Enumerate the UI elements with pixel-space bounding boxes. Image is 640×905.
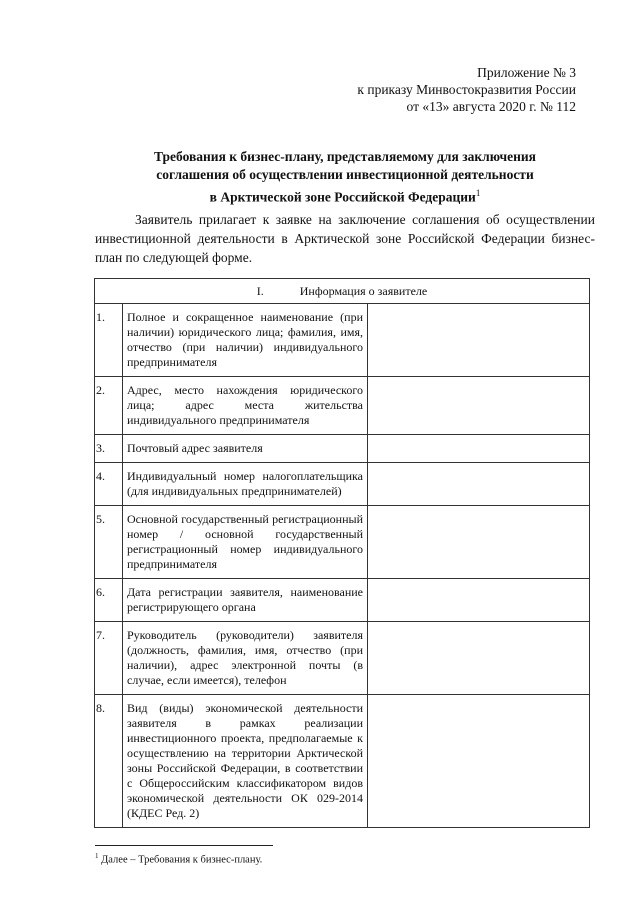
row-value-field[interactable] [368,304,590,377]
row-description: Почтовый адрес заявителя [123,435,368,463]
row-description: Вид (виды) экономической деятельности заявителя в рамках реализации инвестиционного проекта, предполагаемые к осуществлению на территории Арктической зоны Российской Федерации, в соответствии с Общероссийским классификатором видов экономической деятельности ОК 029-2014 (КДЕС Ред. 2) [123,695,368,828]
table-row [95,579,590,622]
table-row [95,377,590,435]
intro-paragraph: Заявитель прилагает к заявке на заключение соглашения об осуществлении инвестиционной деятельности в Арктической зоне Российской Федерации бизнес-план по следующей форме. [95,212,595,265]
row-number: 6. [95,579,123,622]
footnote-mark: 1 [95,852,99,860]
row-value-field[interactable] [368,463,590,506]
row-description: Полное и сокращенное наименование (при наличии) юридического лица; фамилия, имя, отчество (при наличии) индивидуального предпринимателя [123,304,368,377]
appendix-header [357,64,576,115]
row-number: 5. [95,506,123,579]
footnote-separator [95,845,273,846]
row-value-field[interactable] [368,695,590,828]
row-description: Основной государственный регистрационный номер / основной государственный регистрационный номер индивидуального предпринимателя [123,506,368,579]
section-number: I. [256,284,264,298]
table-row [95,463,590,506]
title-line-3 [95,184,595,207]
table-row [95,304,590,377]
row-number: 7. [95,622,123,695]
row-number: 3. [95,435,123,463]
row-value-field[interactable] [368,622,590,695]
table-row [95,622,590,695]
row-description: Руководитель (руководители) заявителя (должность, фамилия, имя, отчество (при наличии), адрес электронной почты (в случае, если имеется), телефон [123,622,368,695]
row-value-field[interactable] [368,435,590,463]
table-row [95,435,590,463]
section-title: Информация о заявителе [299,284,428,298]
row-number: 2. [95,377,123,435]
title-footnote-mark: 1 [475,188,481,198]
table-row [95,506,590,579]
row-value-field[interactable] [368,506,590,579]
row-number: 8. [95,695,123,828]
row-description: Адрес, место нахождения юридического лица; адрес места жительства индивидуального предпринимателя [123,377,368,435]
section-header-row [95,279,590,304]
row-description: Индивидуальный номер налогоплательщика (для индивидуальных предпринимателей) [123,463,368,506]
row-value-field[interactable] [368,377,590,435]
title-line-2: соглашения об осуществлении инвестиционной деятельности [156,167,534,182]
footnote-text: Далее – Требования к бизнес-плану. [98,854,263,866]
appendix-line-3: от «13» августа 2020 г. № 112 [406,99,576,114]
applicant-info-table [94,278,590,828]
row-number: 1. [95,304,123,377]
title-line-3-text: в Арктической зоне Российской Федерации [209,189,476,205]
row-value-field[interactable] [368,579,590,622]
footnote [95,852,262,866]
row-description: Дата регистрации заявителя, наименование регистрирующего органа [123,579,368,622]
applicant-info-table-body [95,279,590,828]
section-header-cell [95,279,590,304]
row-number: 4. [95,463,123,506]
appendix-line-1: Приложение № 3 [477,65,576,80]
title-line-1: Требования к бизнес-плану, представляемому для заключения [154,149,536,164]
table-row [95,695,590,828]
document-title [95,148,595,207]
appendix-line-2: к приказу Минвостокразвития России [357,82,576,97]
